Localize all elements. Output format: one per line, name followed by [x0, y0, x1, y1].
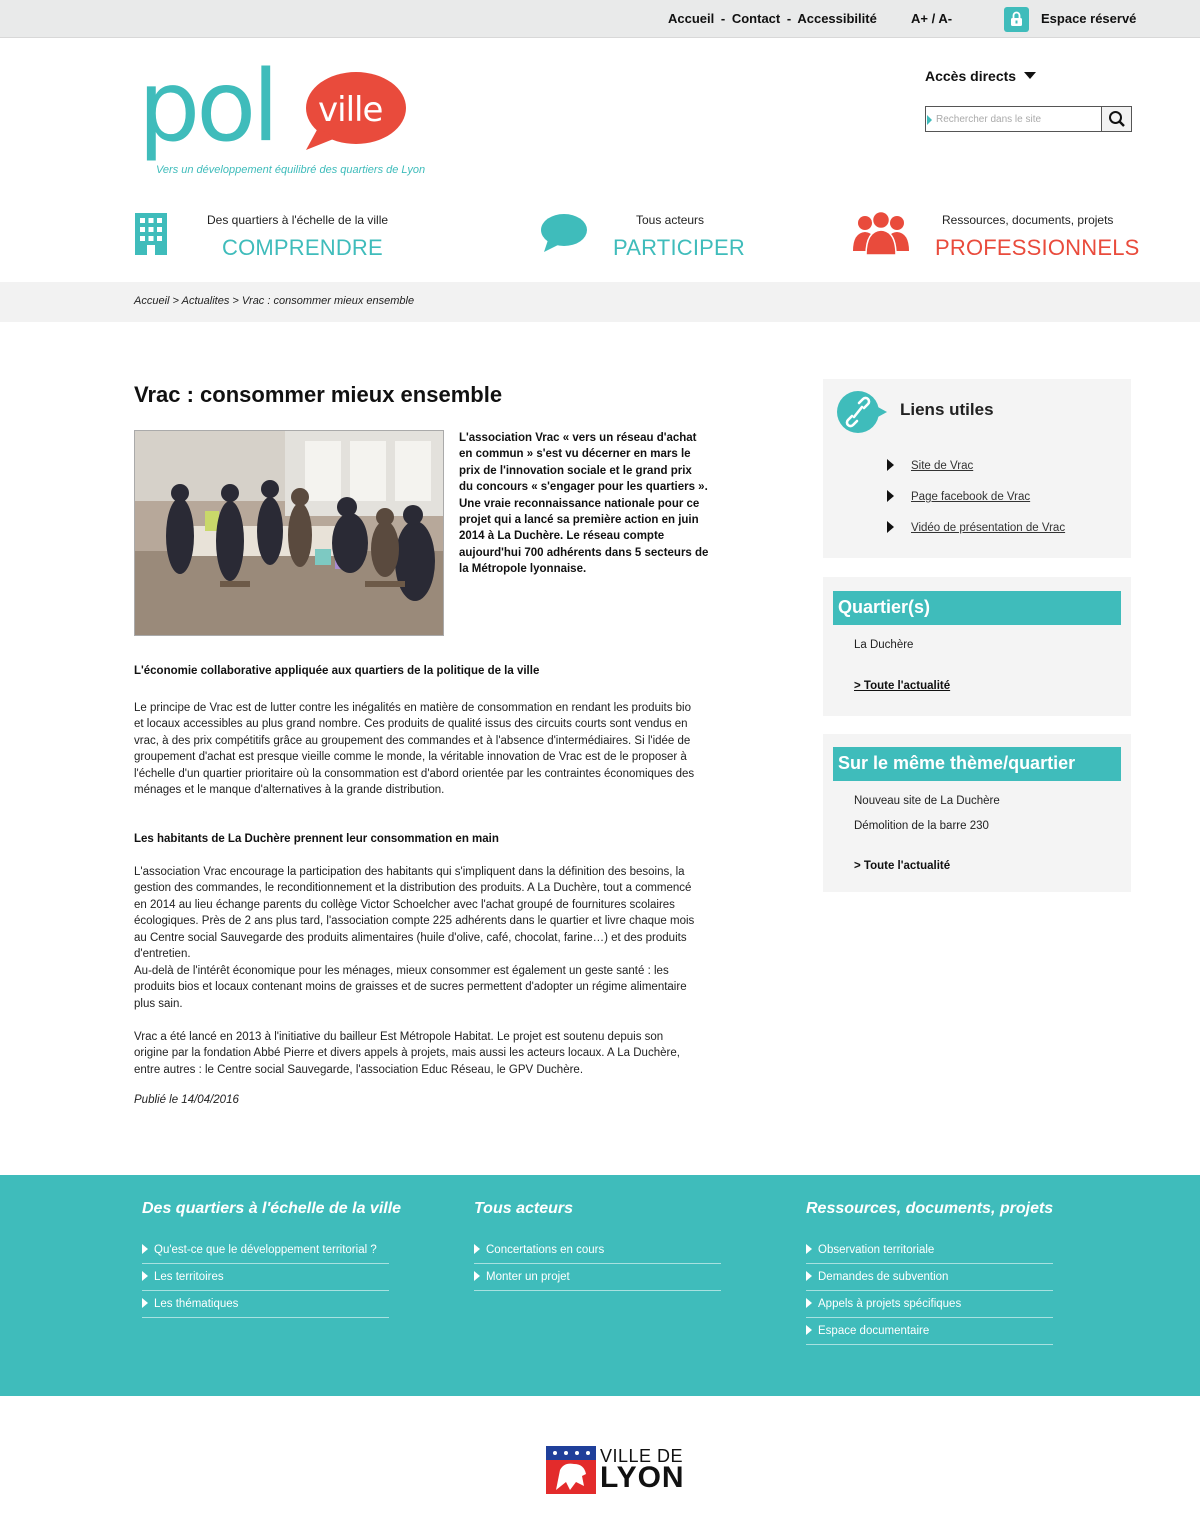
section-heading-habitants: Les habitants de La Duchère prennent leur consommation en main: [134, 833, 499, 845]
top-links: [668, 11, 877, 26]
arrow-right-icon: [474, 1244, 480, 1254]
quartiers-title: Quartier(s): [833, 591, 1121, 625]
breadcrumb-separator: >: [232, 295, 239, 307]
acces-directs-label: Accès directs: [925, 68, 1017, 84]
breadcrumb-bar: [0, 282, 1200, 322]
footer-link-label: Espace documentaire: [818, 1325, 930, 1337]
nav-comprendre[interactable]: [134, 205, 394, 265]
arrow-right-icon: [806, 1298, 812, 1308]
building-icon: [134, 211, 168, 255]
footer-link-label: Les thématiques: [154, 1298, 239, 1310]
nav-professionnels[interactable]: [852, 205, 1140, 265]
footer-link[interactable]: [142, 1291, 389, 1318]
arrow-right-icon: [142, 1244, 148, 1254]
link-facebook-vrac[interactable]: Page facebook de Vrac: [911, 491, 1031, 503]
footer-link-label: Les territoires: [154, 1271, 224, 1283]
caret-down-icon: [1024, 72, 1036, 79]
top-link-separator: -: [720, 11, 726, 26]
footer-link[interactable]: [806, 1264, 1053, 1291]
list-item: [887, 459, 973, 472]
logo-word-ville: ville: [318, 90, 383, 130]
footer-link-label: Concertations en cours: [486, 1244, 605, 1256]
breadcrumb-actualites[interactable]: Actualites: [181, 295, 230, 307]
nav-comprendre-label: COMPRENDRE: [222, 235, 383, 260]
search-caret-icon: [927, 115, 932, 125]
section-heading-economie: L'économie collaborative appliquée aux quartiers de la politique de la ville: [134, 665, 540, 677]
publication-date: Publié le 14/04/2016: [134, 1094, 239, 1106]
arrow-right-icon: [806, 1325, 812, 1335]
article-title: Vrac : consommer mieux ensemble: [134, 382, 503, 407]
arrow-right-icon: [887, 521, 894, 533]
top-bar: [0, 0, 1200, 38]
arrow-right-icon: [806, 1271, 812, 1281]
breadcrumb-current: Vrac : consommer mieux ensemble: [241, 295, 415, 307]
article-lead: L'association Vrac « vers un réseau d'achat en commun » s'est vu décerner en mars le prix de l'innovation sociale et le grand prix du concours « s'engager pour les quartiers ». Une vraie reconnaissance nationale pour ce projet qui a lancé sa première action en juin 2014 à La Duchère. Le réseau compte aujourd'hui 700 adhérents dans 5 secteurs de la Métropole lyonnaise.: [459, 432, 709, 576]
polville-logo[interactable]: [138, 50, 458, 184]
search-box: [925, 106, 1132, 132]
breadcrumb-separator: >: [172, 295, 179, 307]
logo-lyon: LYON: [600, 1461, 685, 1494]
footer-link[interactable]: [142, 1237, 389, 1264]
article-paragraph-1: Le principe de Vrac est de lutter contre les inégalités en matière de consommation en rendant les produits bio et locaux accessibles au plus grand nombre. Ces produits de qualité issus des circuits courts sont vendus en vrac, à des prix compétitifs grâce au groupement des commandes et à l'absence d'intermédiaires. Si l'idée de groupement d'achat est presque vieille comme le monde, la véritable innovation de Vrac est de le proposer à l'échelle d'un quartier prioritaire où la consommation est d'abord orientée par les contraintes économiques des ménages et le manque d'alternatives à la grande distribution.: [134, 702, 695, 797]
arrow-right-icon: [806, 1244, 812, 1254]
espace-reserve-link[interactable]: Espace réservé: [1041, 11, 1137, 26]
footer-link-label: Qu'est-ce que le développement territorial ?: [154, 1244, 377, 1256]
footer-col-title: Des quartiers à l'échelle de la ville: [142, 1200, 402, 1217]
font-size-toggle[interactable]: A+ / A-: [911, 11, 953, 26]
nav-participer-sub: Tous acteurs: [636, 213, 705, 227]
theme-all-news-link[interactable]: > Toute l'actualité: [854, 860, 951, 872]
search-icon: [1108, 110, 1126, 128]
link-video-vrac[interactable]: Vidéo de présentation de Vrac: [911, 522, 1066, 534]
liens-utiles-title: Liens utiles: [900, 400, 994, 419]
search-input[interactable]: [936, 110, 1096, 128]
speech-bubble-icon: [540, 213, 588, 253]
search-button[interactable]: [1101, 107, 1131, 131]
article-photo-image: [135, 431, 444, 636]
article-paragraph-4: Vrac a été lancé en 2013 à l'initiative du bailleur Est Métropole Habitat. Le projet est soutenu depuis son origine par la fondation Abbé Pierre et divers appels à projets, mais aussi les acteurs locaux. A La Duchère, entre autres : le Centre social Sauvegarde, l'association Educ Réseau, le GPV Duchère.: [134, 1031, 680, 1076]
list-item: [887, 490, 1030, 503]
theme-item-demolition[interactable]: Démolition de la barre 230: [854, 820, 989, 832]
acces-directs-dropdown[interactable]: [925, 68, 1036, 84]
article-photo: [134, 430, 444, 636]
footer-link-label: Appels à projets spécifiques: [818, 1298, 962, 1310]
logo-ville-de: VILLE DE: [600, 1446, 684, 1466]
nav-professionnels-label: PROFESSIONNELS: [935, 235, 1140, 260]
article-paragraph-3: Au-delà de l'intérêt économique pour les ménages, mieux consommer est également un geste santé : les produits bios et locaux contenant moins de graisses et de sucres permettent d'adopter un régime alimentaire plus sain.: [134, 965, 687, 1010]
top-link-separator: -: [786, 11, 792, 26]
arrow-right-icon: [887, 459, 894, 471]
footer-col-title: Tous acteurs: [474, 1200, 573, 1217]
top-link-contact[interactable]: Contact: [731, 11, 781, 26]
footer-link[interactable]: [142, 1264, 389, 1291]
lion-crest-icon: [546, 1446, 596, 1494]
breadcrumb-accueil[interactable]: Accueil: [134, 295, 170, 307]
footer-col-title: Ressources, documents, projets: [806, 1200, 1054, 1217]
link-site-vrac[interactable]: Site de Vrac: [911, 460, 974, 472]
article-paragraph-2: L'association Vrac encourage la participation des habitants qui s'impliquent dans la définition des besoins, la gestion des commandes, le reconditionnement et la distribution des produits. A La Duchère, tout a commencé en 2014 au lieu échange parents du collège Victor Schoelcher avec l'achat groupé de fournitures scolaires écologiques. Près de 2 ans plus tard, l'association compte 225 adhérents dans le quartier et livre chaque mois au Centre social Sauvegarde des produits alimentaires (huile d'olive, café, chocolat, farine…) et des produits d'entretien.: [134, 866, 695, 961]
quartier-name: La Duchère: [854, 639, 914, 651]
list-item: [887, 521, 1065, 534]
nav-participer-label: PARTICIPER: [613, 235, 745, 260]
nav-comprendre-sub: Des quartiers à l'échelle de la ville: [207, 213, 389, 227]
footer-link-label: Observation territoriale: [818, 1244, 935, 1256]
arrow-right-icon: [142, 1298, 148, 1308]
logo-tagline: Vers un développement équilibré des quartiers de Lyon: [156, 164, 426, 176]
nav-professionnels-sub: Ressources, documents, projets: [942, 213, 1114, 227]
quartier-all-news-link[interactable]: > Toute l'actualité: [854, 680, 951, 692]
footer-link-label: Demandes de subvention: [818, 1271, 949, 1283]
theme-item-nouveau-site[interactable]: Nouveau site de La Duchère: [854, 795, 1000, 807]
footer-link[interactable]: [806, 1237, 1053, 1264]
breadcrumb: [134, 295, 414, 307]
footer-link[interactable]: [806, 1318, 1053, 1345]
link-chain-icon: [836, 390, 888, 434]
arrow-right-icon: [887, 490, 894, 502]
people-group-icon: [852, 211, 910, 255]
footer-link[interactable]: [474, 1264, 721, 1291]
ville-de-lyon-logo[interactable]: [546, 1446, 686, 1496]
lock-icon[interactable]: [1004, 7, 1029, 32]
logo-word-pol: pol: [138, 50, 276, 164]
meme-theme-title: Sur le même thème/quartier: [833, 747, 1121, 781]
footer-link-label: Monter un projet: [486, 1271, 570, 1283]
footer: [0, 1175, 1200, 1396]
nav-participer[interactable]: [540, 205, 745, 265]
arrow-right-icon: [474, 1271, 480, 1281]
top-link-accueil[interactable]: Accueil: [668, 11, 715, 26]
footer-link[interactable]: [474, 1237, 721, 1264]
footer-link[interactable]: [806, 1291, 1053, 1318]
top-link-accessibilite[interactable]: Accessibilité: [797, 11, 877, 26]
arrow-right-icon: [142, 1271, 148, 1281]
